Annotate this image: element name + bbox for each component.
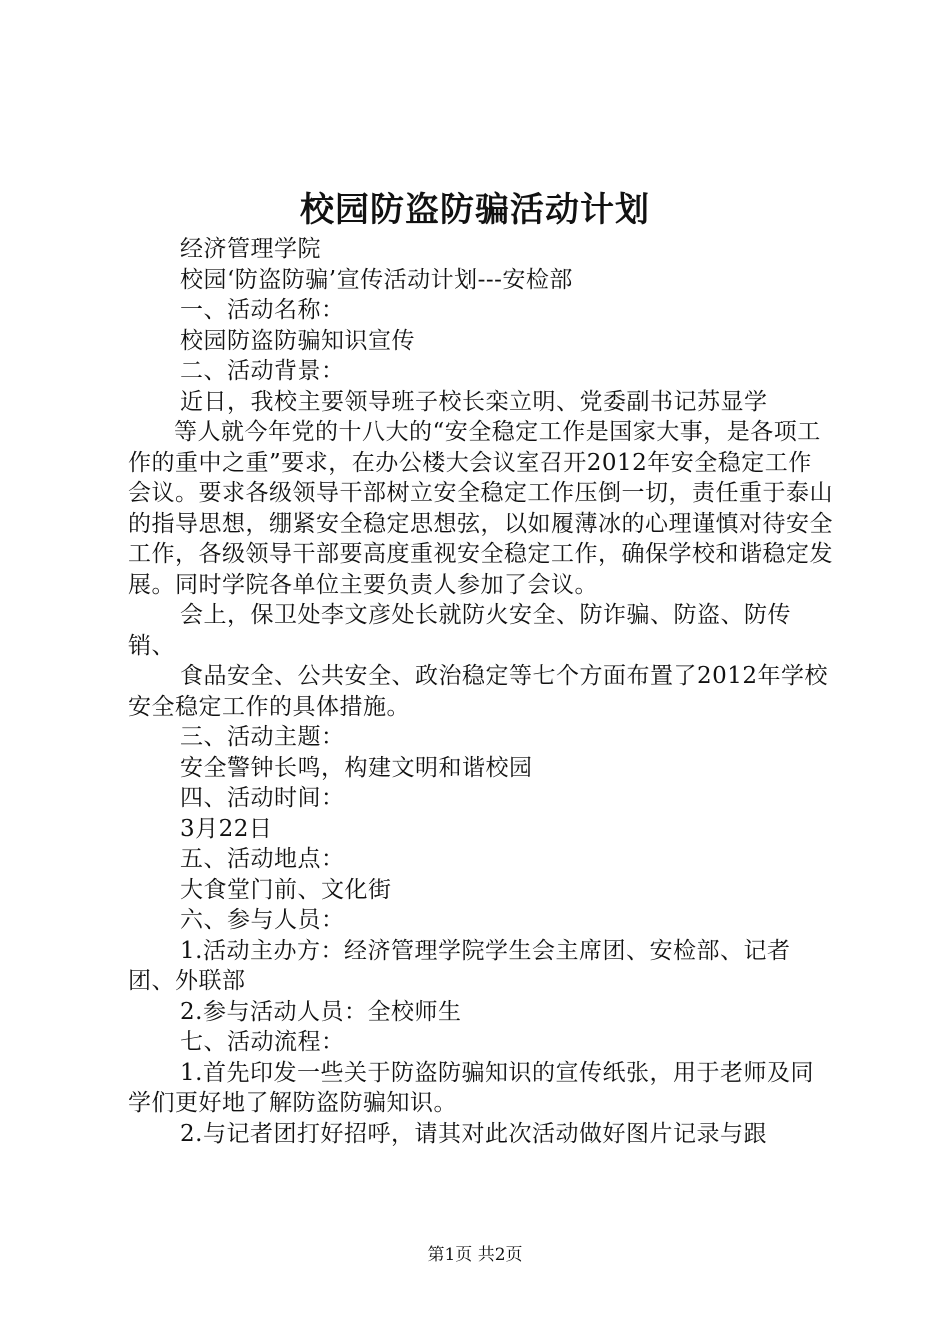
heading-activity-name: 一、活动名称： xyxy=(180,297,345,323)
paragraph-background-1: 近日，我校主要领导班子校长栾立明、党委副书记苏显学 xyxy=(180,388,768,415)
paragraph-department: 经济管理学院 xyxy=(180,236,321,262)
paragraph-process-2: 2.与记者团打好招呼，请其对此次活动做好图片记录与跟 xyxy=(180,1120,767,1147)
heading-time: 四、活动时间： xyxy=(180,785,345,811)
paragraph-time: 3月22日 xyxy=(180,815,273,842)
paragraph-background-2: 等人就今年党的十八大的“安全稳定工作是国家大事，是各项工作的重中之重”要求，在办公楼大会议室召开2012年安全稳定工作会议。要求各级领导干部树立安全稳定工作压倒一切，责任重于泰山的指导思想，绷紧安全稳定思想弦，以如履薄冰的心理谨慎对待安全工作，各级领导干部要高度重视安全稳定工作，确保学校和谐稳定发展。同时学院各单位主要负责人参加了会议。 xyxy=(128,419,833,598)
paragraph-meeting-1: 会上，保卫处李文彦处长就防火安全、防诈骗、防盗、防传销、 xyxy=(128,602,791,659)
heading-participants: 六、参与人员： xyxy=(180,907,345,933)
heading-theme: 三、活动主题： xyxy=(180,724,345,750)
heading-process: 七、活动流程： xyxy=(180,1029,345,1055)
document-title: 校园防盗防骗活动计划 xyxy=(300,190,650,230)
paragraph-activity-name: 校园防盗防骗知识宣传 xyxy=(180,327,415,354)
paragraph-attendees: 2.参与活动人员：全校师生 xyxy=(180,998,462,1025)
paragraph-meeting-2: 食品安全、公共安全、政治稳定等七个方面布置了2012年学校安全稳定工作的具体措施。 xyxy=(128,663,829,720)
paragraph-theme: 安全警钟长鸣，构建文明和谐校园 xyxy=(180,754,533,781)
paragraph-organizers: 1.活动主办方：经济管理学院学生会主席团、安检部、记者团、外联部 xyxy=(128,937,791,994)
document-body xyxy=(128,234,834,1149)
paragraph-plan-title: 校园‘防盗防骗’宣传活动计划---安检部 xyxy=(180,266,573,293)
paragraph-location: 大食堂门前、文化街 xyxy=(180,876,392,903)
heading-location: 五、活动地点： xyxy=(180,846,345,872)
page-footer: 第1页 共2页 xyxy=(427,1245,523,1265)
paragraph-process-1: 1.首先印发一些关于防盗防骗知识的宣传纸张，用于老师及同学们更好地了解防盗防骗知识。 xyxy=(128,1059,814,1116)
heading-background: 二、活动背景： xyxy=(180,358,345,384)
